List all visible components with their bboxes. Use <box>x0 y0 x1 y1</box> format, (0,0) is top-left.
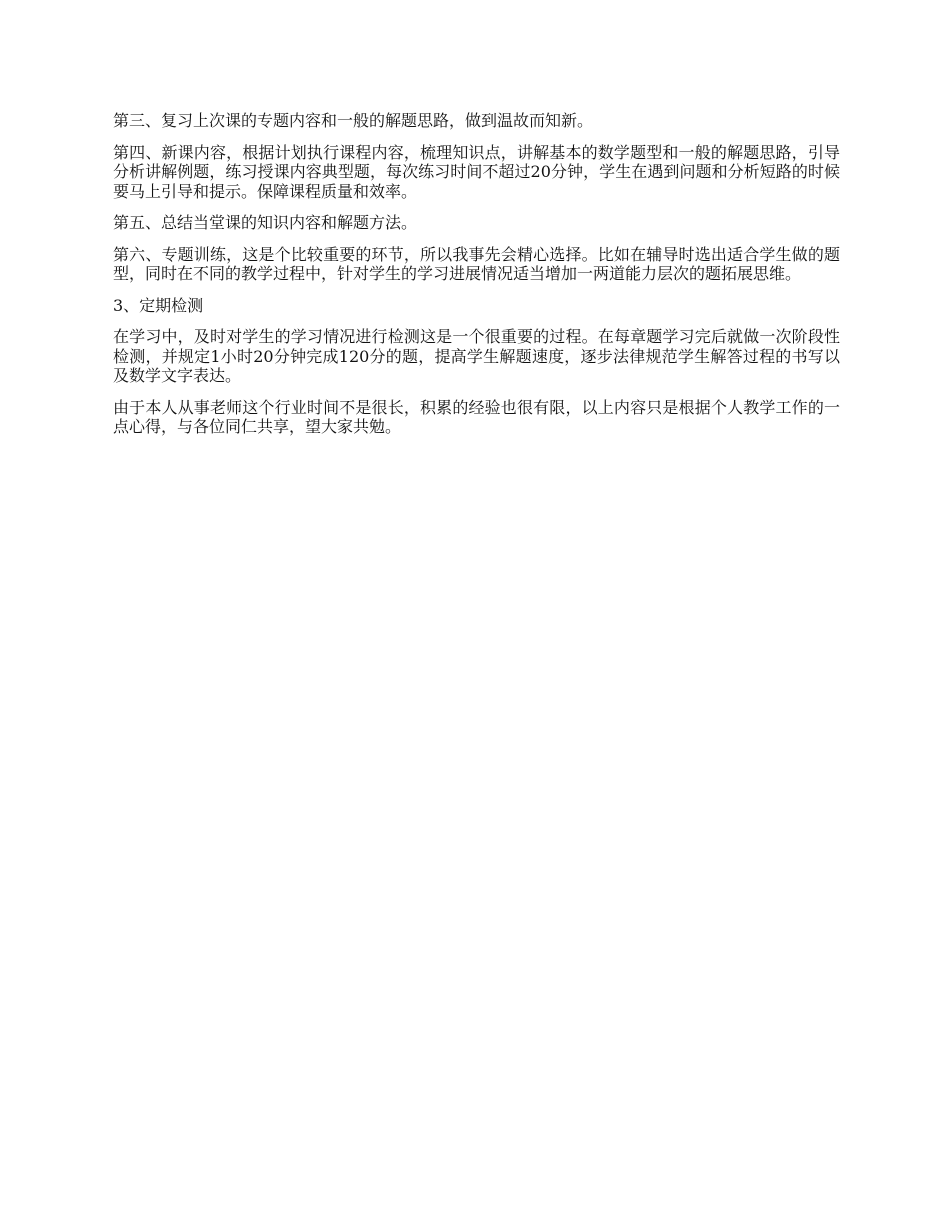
paragraph-summary: 第五、总结当堂课的知识内容和解题方法。 <box>113 213 418 232</box>
document-page <box>113 111 840 449</box>
paragraph-conclusion: 由于本人从事老师这个行业时间不是很长，积累的经验也很有限，以上内容只是根据个人教学工作的一点心得，与各位同仁共享，望大家共勉。 <box>113 397 840 436</box>
section-heading-regular-testing: 3、定期检测 <box>113 295 204 315</box>
paragraph-new-lesson: 第四、新课内容，根据计划执行课程内容，梳理知识点，讲解基本的数学题型和一般的解题思路，引导分析讲解例题，练习授课内容典型题，每次练习时间不超过20分钟，学生在遇到问题和分析短路的时候要马上引导和提示。保障课程质量和效率。 <box>113 142 840 201</box>
paragraph-testing: 在学习中，及时对学生的学习情况进行检测这是一个很重要的过程。在每章题学习完后就做一次阶段性检测，并规定1小时20分钟完成120分的题，提高学生解题速度，逐步法律规范学生解答过程的书写以及数学文字表达。 <box>113 327 840 385</box>
paragraph-topic-training: 第六、专题训练，这是个比较重要的环节，所以我事先会精心选择。比如在辅导时选出适合学生做的题型，同时在不同的教学过程中，针对学生的学习进展情况适当增加一两道能力层次的题拓展思维。 <box>113 244 840 283</box>
paragraph-review: 第三、复习上次课的专题内容和一般的解题思路，做到温故而知新。 <box>113 111 594 130</box>
